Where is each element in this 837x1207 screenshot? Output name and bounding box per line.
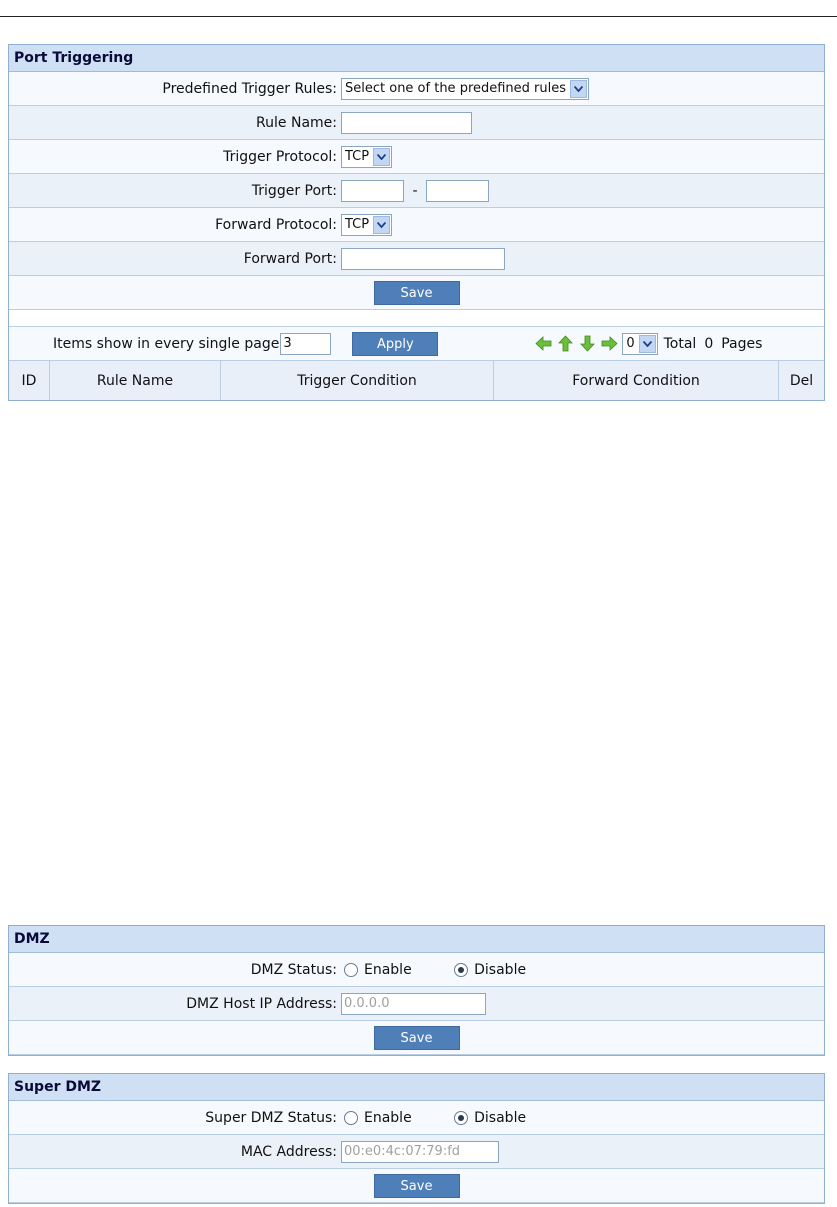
next-page-icon[interactable] [579,335,596,352]
items-per-page-input[interactable]: 3 [280,333,331,355]
trigger-port-row [9,174,824,208]
dmz-panel [8,925,825,1056]
forward-protocol-value: TCP [345,217,370,232]
predefined-rules-value: Select one of the predefined rules [345,81,567,96]
super-dmz-status-row [9,1101,824,1135]
forward-protocol-select[interactable] [341,214,392,236]
super-dmz-disable-label: Disable [474,1109,527,1126]
dmz-host-ip-input[interactable]: 0.0.0.0 [341,993,486,1015]
total-label: Total [663,335,697,352]
predefined-rules-row [9,72,824,106]
page-select-value: 0 [626,336,635,351]
super-dmz-save-row [9,1169,824,1203]
dmz-enable-label: Enable [364,961,412,978]
forward-port-label: Forward Port: [9,242,339,276]
chevron-down-icon[interactable] [373,148,390,166]
column-rule-name: Rule Name [50,361,221,400]
super-dmz-enable-radio[interactable] [344,1111,358,1125]
chevron-down-icon[interactable] [570,80,587,98]
super-dmz-title: Super DMZ [9,1074,824,1101]
forward-protocol-label: Forward Protocol: [9,208,339,242]
port-triggering-panel [8,44,825,401]
chevron-down-icon[interactable] [373,216,390,234]
super-dmz-save-button[interactable]: Save [374,1174,460,1198]
dmz-host-ip-row [9,987,824,1021]
predefined-rules-label: Predefined Trigger Rules: [9,72,339,106]
mac-address-row [9,1135,824,1169]
super-dmz-disable-radio[interactable] [454,1111,468,1125]
mac-address-label: MAC Address: [9,1135,339,1169]
dmz-title: DMZ [9,926,824,953]
trigger-protocol-row [9,140,824,174]
mac-address-input[interactable]: 00:e0:4c:07:79:fd [341,1141,499,1163]
total-pages-value: 0 [704,335,714,352]
column-del: Del [779,361,825,400]
items-per-page-label: Items show in every single page [53,335,280,352]
prev-page-icon[interactable] [557,335,574,352]
super-dmz-status-label: Super DMZ Status: [9,1101,339,1135]
dmz-host-ip-label: DMZ Host IP Address: [9,987,339,1021]
dmz-disable-radio[interactable] [454,963,468,977]
dmz-status-row [9,953,824,987]
column-forward-condition: Forward Condition [494,361,779,400]
dmz-disable-label: Disable [474,961,527,978]
trigger-protocol-value: TCP [345,149,370,164]
apply-button[interactable]: Apply [352,332,438,356]
trigger-protocol-label: Trigger Protocol: [9,140,339,174]
forward-port-input[interactable] [341,248,505,270]
trigger-port-label: Trigger Port: [9,174,339,208]
first-page-icon[interactable] [535,335,552,352]
dmz-enable-radio[interactable] [344,963,358,977]
trigger-protocol-select[interactable] [341,146,392,168]
predefined-rules-select[interactable] [341,78,589,100]
page-top-rule [0,16,837,17]
column-trigger-condition: Trigger Condition [221,361,494,400]
rule-name-input[interactable] [341,112,472,134]
forward-protocol-row [9,208,824,242]
trigger-port-separator: - [412,182,418,199]
super-dmz-enable-label: Enable [364,1109,412,1126]
last-page-icon[interactable] [601,335,618,352]
rules-table-header [9,361,824,400]
forward-port-row [9,242,824,276]
chevron-down-icon[interactable] [639,335,656,353]
pages-label: Pages [721,335,763,352]
trigger-port-from-input[interactable] [341,180,404,202]
rule-name-label: Rule Name: [9,106,339,140]
save-row [9,276,824,310]
dmz-save-button[interactable]: Save [374,1026,460,1050]
pagination-bar [9,326,824,361]
save-button[interactable]: Save [374,281,460,305]
rule-name-row [9,106,824,140]
super-dmz-panel [8,1073,825,1204]
port-triggering-title: Port Triggering [9,45,824,72]
dmz-status-label: DMZ Status: [9,953,339,987]
trigger-port-to-input[interactable] [426,180,489,202]
page-select[interactable] [622,333,657,355]
column-id: ID [9,361,50,400]
dmz-save-row [9,1021,824,1055]
